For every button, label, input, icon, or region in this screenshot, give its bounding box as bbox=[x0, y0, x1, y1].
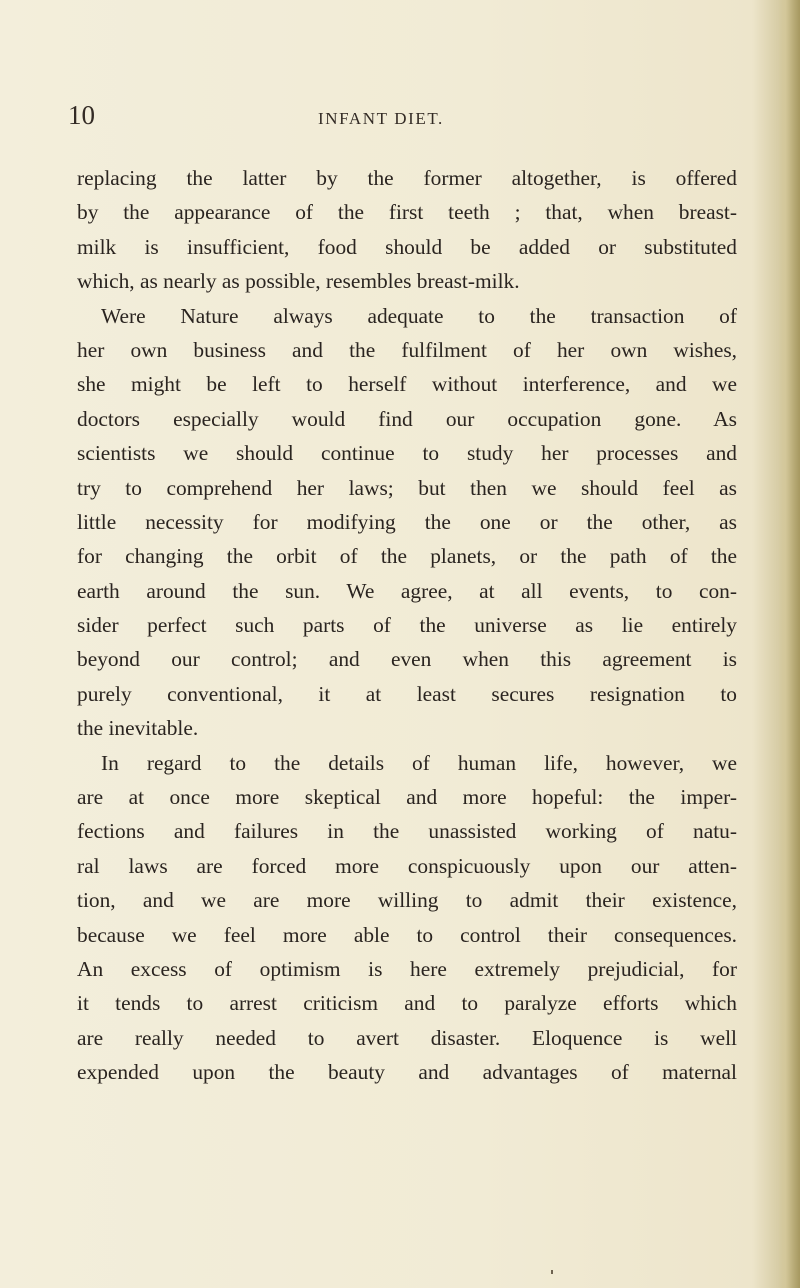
text-line: she might be left to herself without interference, and we bbox=[77, 372, 737, 397]
text-line: try to comprehend her laws; but then we should feel as bbox=[77, 475, 737, 500]
text-line: earth around the sun. We agree, at all events, to con- bbox=[77, 578, 737, 603]
text-line: which, as nearly as possible, resembles breast-milk. bbox=[77, 269, 520, 294]
paragraph-start-line: In regard to the details of human life, however, we bbox=[101, 750, 737, 775]
paragraph-start-line: Were Nature always adequate to the transaction of bbox=[101, 303, 737, 328]
body-text bbox=[77, 161, 737, 1090]
page-number: 10 bbox=[68, 100, 95, 130]
text-line: her own business and the fulfilment of her own wishes, bbox=[77, 337, 737, 362]
text-line: scientists we should continue to study her processes and bbox=[77, 441, 737, 466]
text-line: doctors especially would find our occupation gone. As bbox=[77, 406, 737, 431]
text-line: the inevitable. bbox=[77, 716, 199, 741]
text-line: little necessity for modifying the one or the other, as bbox=[77, 509, 737, 534]
text-line: for changing the orbit of the planets, or the path of the bbox=[77, 544, 737, 569]
page-edge-shadow bbox=[778, 0, 800, 1288]
ink-speck bbox=[551, 1270, 553, 1274]
text-line: replacing the latter by the former altogether, is offered bbox=[77, 166, 737, 190]
text-line: expended upon the beauty and advantages of maternal bbox=[77, 1060, 737, 1085]
text-line: tion, and we are more willing to admit their existence, bbox=[77, 888, 737, 913]
text-line: ral laws are forced more conspicuously upon our atten- bbox=[77, 853, 737, 878]
text-line: are at once more skeptical and more hopeful: the imper- bbox=[77, 785, 737, 810]
text-line: by the appearance of the first teeth ; that, when breast- bbox=[77, 200, 737, 225]
text-line: milk is insufficient, food should be added or substituted bbox=[77, 234, 737, 259]
running-head: INFANT DIET. bbox=[318, 109, 444, 128]
text-line: because we feel more able to control their consequences. bbox=[77, 922, 737, 947]
page-header bbox=[68, 100, 728, 140]
text-line: sider perfect such parts of the universe as lie entirely bbox=[77, 613, 737, 638]
text-line: purely conventional, it at least secures resignation to bbox=[77, 681, 737, 706]
text-line: beyond our control; and even when this agreement is bbox=[77, 647, 737, 672]
text-line: An excess of optimism is here extremely prejudicial, for bbox=[77, 956, 737, 981]
text-line: are really needed to avert disaster. Eloquence is well bbox=[77, 1025, 737, 1050]
text-line: fections and failures in the unassisted working of natu- bbox=[77, 819, 737, 844]
text-line: it tends to arrest criticism and to paralyze efforts which bbox=[77, 991, 737, 1016]
